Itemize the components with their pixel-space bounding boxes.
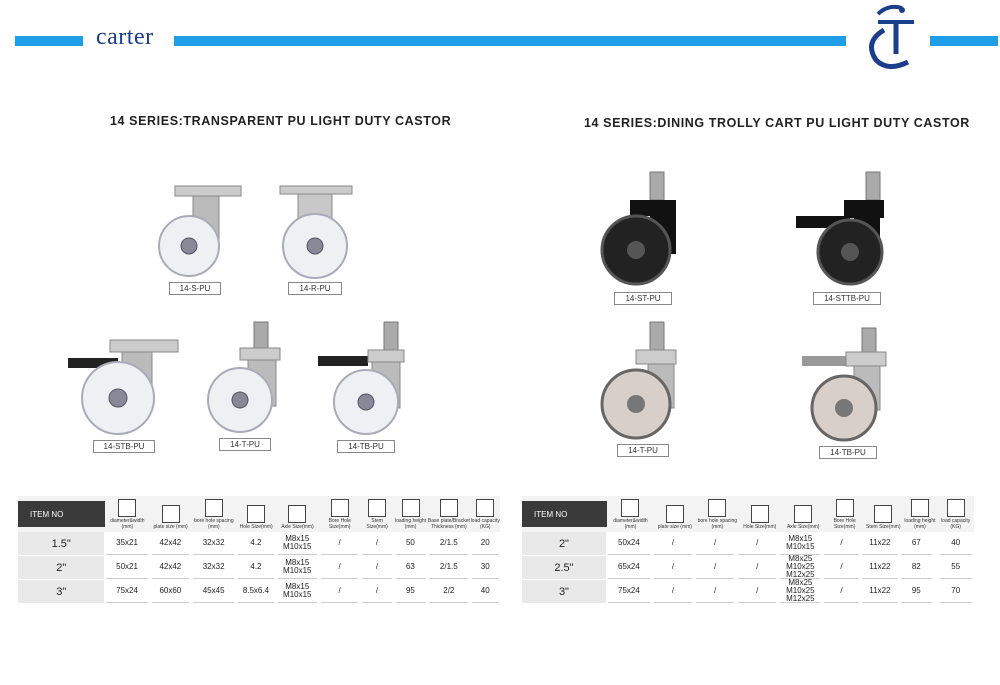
table-row xyxy=(522,532,974,556)
table-cell: / xyxy=(696,556,734,579)
product-label: 14-T-PU xyxy=(219,438,271,451)
table-cell: / xyxy=(738,532,776,555)
product-14-t-pu xyxy=(200,320,290,451)
table-cell: M8x15 M10x15 xyxy=(278,580,317,603)
column-header-label: bore hole spacing (mm) xyxy=(697,518,738,530)
table-cell: 2/2 xyxy=(429,580,468,603)
table-cell: / xyxy=(362,580,391,603)
header-bar-mid xyxy=(174,36,846,46)
castor-image-icon xyxy=(316,320,416,438)
table-cell: 45x45 xyxy=(193,580,234,603)
table-cell: M8x25 M10x25 M12x25 xyxy=(780,556,820,579)
table-cell: 63 xyxy=(396,556,425,579)
castor-image-icon xyxy=(598,170,688,290)
table-cell: 70 xyxy=(940,580,972,603)
table-cell: 55 xyxy=(940,556,972,579)
column-header xyxy=(237,505,276,532)
table-header xyxy=(18,496,500,532)
castor-image-icon xyxy=(600,320,686,442)
product-14-tb-pu xyxy=(316,320,416,453)
column-header xyxy=(191,499,236,532)
table-cell: / xyxy=(362,556,391,579)
column-header xyxy=(903,499,938,532)
table-cell: / xyxy=(738,556,776,579)
table-cell: 60x60 xyxy=(152,580,189,603)
table-cell: 40 xyxy=(472,580,498,603)
spec-icon xyxy=(874,505,892,523)
table-cell: M8x15 M10x15 xyxy=(278,532,317,555)
column-header xyxy=(276,505,319,532)
table-cell: / xyxy=(738,580,776,603)
table-cell: 40 xyxy=(940,532,972,555)
spec-icon xyxy=(288,505,306,523)
column-header-label: loading height (mm) xyxy=(904,518,936,530)
table-cell: 20 xyxy=(472,532,498,555)
column-header xyxy=(937,499,974,532)
column-header-label: Stem Size(mm) xyxy=(366,518,388,530)
castor-image-icon xyxy=(200,320,290,436)
column-header xyxy=(427,499,470,532)
column-header xyxy=(696,499,738,532)
column-header-label: plate size (mm) xyxy=(153,524,188,530)
column-header-label: plate size (mm) xyxy=(657,524,692,530)
spec-icon xyxy=(911,499,929,517)
table-cell: / xyxy=(696,532,734,555)
column-header xyxy=(654,505,696,532)
column-header xyxy=(105,499,150,532)
table-cell: 42x42 xyxy=(152,532,189,555)
table-cell: / xyxy=(696,580,734,603)
table-cell: 32x32 xyxy=(193,556,234,579)
item-no-header: ITEM NO xyxy=(522,501,607,527)
product-label: 14-TB-PU xyxy=(337,440,395,453)
column-header-label: diameter&width (mm) xyxy=(613,518,648,530)
product-label: 14-TB-PU xyxy=(819,446,877,459)
product-14-tb-pu-right xyxy=(798,326,898,459)
table-row xyxy=(522,556,974,580)
product-14-stb-pu xyxy=(62,338,186,453)
left-section-title: 14 SERIES:TRANSPARENT PU LIGHT DUTY CASTOR xyxy=(110,114,452,128)
column-header xyxy=(471,499,501,532)
spec-icon xyxy=(621,499,639,517)
table-cell: 35x21 xyxy=(106,532,147,555)
table-cell: / xyxy=(321,532,358,555)
spec-icon xyxy=(440,499,458,517)
column-header-label: Hole Size(mm) xyxy=(743,524,777,530)
castor-image-icon xyxy=(270,180,360,280)
table-cell: 75x24 xyxy=(608,580,650,603)
table-row xyxy=(18,580,500,604)
spec-icon xyxy=(205,499,223,517)
brand-name: carter xyxy=(96,24,154,50)
table-cell: / xyxy=(654,556,692,579)
column-header-label: loading height (mm) xyxy=(394,518,427,530)
column-header xyxy=(360,499,393,532)
spec-icon xyxy=(947,499,965,517)
table-cell: 67 xyxy=(901,532,932,555)
table-cell: / xyxy=(824,532,858,555)
product-label: 14-T-PU xyxy=(617,444,669,457)
column-header-label: Base plate/Bracket Thickness (mm) xyxy=(427,518,470,530)
table-cell: 95 xyxy=(396,580,425,603)
left-spec-table xyxy=(18,496,500,604)
column-header-label: Bore Hole Size(mm) xyxy=(328,518,351,530)
spec-icon xyxy=(708,499,726,517)
spec-icon xyxy=(794,505,812,523)
column-header xyxy=(607,499,653,532)
spec-icon xyxy=(402,499,420,517)
table-cell: 50x21 xyxy=(106,556,147,579)
column-header-label: diameter&width (mm) xyxy=(110,518,145,530)
table-cell: / xyxy=(824,556,858,579)
column-header xyxy=(825,499,864,532)
castor-image-icon xyxy=(145,180,245,280)
spec-icon xyxy=(476,499,494,517)
product-label: 14-ST-PU xyxy=(614,292,671,305)
column-header-label: Bore Hole Size(mm) xyxy=(833,518,856,530)
spec-icon xyxy=(368,499,386,517)
table-cell: 75x24 xyxy=(106,580,147,603)
table-row xyxy=(522,580,974,604)
spec-icon xyxy=(836,499,854,517)
spec-icon xyxy=(331,499,349,517)
spec-icon xyxy=(118,499,136,517)
item-size: 1.5" xyxy=(18,532,104,555)
table-cell: 4.2 xyxy=(238,556,273,579)
table-cell: 11x22 xyxy=(863,580,897,603)
table-cell: / xyxy=(362,532,391,555)
table-cell: 11x22 xyxy=(863,532,897,555)
header-bar-right xyxy=(930,36,998,46)
product-14-sttb-pu xyxy=(792,170,902,305)
table-cell: 42x42 xyxy=(152,556,189,579)
column-header-label: load capacity (KG) xyxy=(941,518,971,530)
product-14-s-pu xyxy=(145,180,245,295)
table-cell: M8x25 M10x25 M12x25 xyxy=(780,580,820,603)
table-cell: / xyxy=(321,556,358,579)
column-header-label: Axle Size(mm) xyxy=(281,524,314,530)
table-cell: 30 xyxy=(472,556,498,579)
product-14-st-pu xyxy=(598,170,688,305)
column-header-label: load capacity (KG) xyxy=(470,518,500,530)
item-no-header: ITEM NO xyxy=(18,501,105,527)
castor-image-icon xyxy=(798,326,898,444)
header-bar-left xyxy=(15,36,83,46)
right-spec-table xyxy=(522,496,974,604)
table-cell: 50 xyxy=(396,532,425,555)
table-header xyxy=(522,496,974,532)
table-cell: / xyxy=(654,532,692,555)
column-header-label: Hole Size(mm) xyxy=(239,524,273,530)
right-section-title: 14 SERIES:DINING TROLLY CART PU LIGHT DUTY CASTOR xyxy=(584,116,970,130)
column-header xyxy=(150,505,191,532)
spec-icon xyxy=(247,505,265,523)
product-label: 14-R-PU xyxy=(288,282,341,295)
table-cell: 11x22 xyxy=(863,556,897,579)
table-cell: 4.2 xyxy=(238,532,273,555)
item-size: 3" xyxy=(18,580,104,603)
product-label: 14-STB-PU xyxy=(93,440,156,453)
table-cell: / xyxy=(824,580,858,603)
column-header xyxy=(394,499,427,532)
table-cell: 65x24 xyxy=(608,556,650,579)
table-cell: 82 xyxy=(901,556,932,579)
column-header-label: Stem Size(mm) xyxy=(866,524,901,530)
castor-image-icon xyxy=(62,338,186,438)
spec-icon xyxy=(162,505,180,523)
table-cell: 95 xyxy=(901,580,932,603)
product-label: 14-STTB-PU xyxy=(813,292,881,305)
column-header xyxy=(319,499,360,532)
table-cell: 50x24 xyxy=(608,532,650,555)
table-cell: M8x15 M10x15 xyxy=(278,556,317,579)
spec-icon xyxy=(751,505,769,523)
table-cell: 2/1.5 xyxy=(429,556,468,579)
table-cell: 32x32 xyxy=(193,532,234,555)
item-size: 2" xyxy=(522,532,606,555)
column-header-label: bore hole spacing (mm) xyxy=(194,518,234,530)
table-row xyxy=(18,556,500,580)
product-14-r-pu xyxy=(270,180,360,295)
column-header xyxy=(781,505,825,532)
column-header xyxy=(739,505,781,532)
table-cell: 2/1.5 xyxy=(429,532,468,555)
table-cell: M8x15 M10x15 xyxy=(780,532,820,555)
table-cell: 8.5x6.4 xyxy=(238,580,273,603)
castor-image-icon xyxy=(792,170,902,290)
column-header-label: Axle Size(mm) xyxy=(786,524,820,530)
spec-icon xyxy=(666,505,684,523)
item-size: 3" xyxy=(522,580,606,603)
product-14-t-pu-right xyxy=(600,320,686,457)
item-size: 2" xyxy=(18,556,104,579)
product-label: 14-S-PU xyxy=(169,282,222,295)
table-row xyxy=(18,532,500,556)
column-header xyxy=(864,505,903,532)
table-cell: / xyxy=(321,580,358,603)
carter-logo-icon xyxy=(858,2,924,72)
item-size: 2.5" xyxy=(522,556,606,579)
table-cell: / xyxy=(654,580,692,603)
